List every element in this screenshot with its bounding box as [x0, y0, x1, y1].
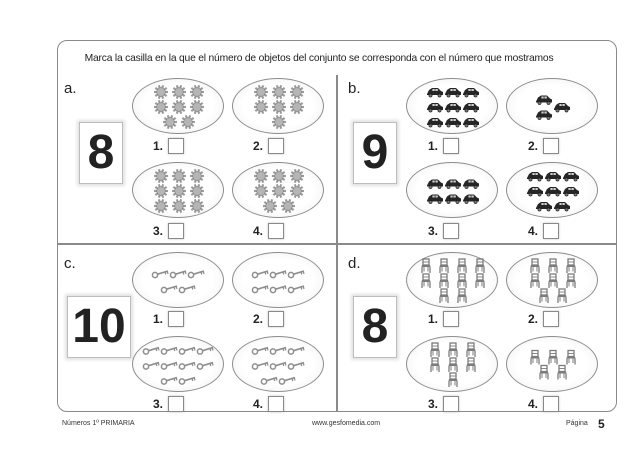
exercise-label: d. [348, 255, 361, 272]
option-label: 2. [528, 139, 539, 153]
option-3 [428, 223, 459, 239]
option-4 [528, 223, 559, 239]
object-set-2 [506, 252, 598, 308]
page-number: 5 [598, 417, 605, 431]
object-set-1 [406, 252, 498, 308]
key-icon [143, 348, 159, 355]
divider-horizontal [57, 243, 617, 245]
car-icon [445, 118, 461, 127]
key-icon [252, 348, 268, 355]
option-label: 1. [428, 312, 439, 326]
option-1 [428, 138, 459, 154]
car-icon [463, 195, 479, 204]
option-label: 3. [428, 224, 439, 238]
key-icon [288, 363, 304, 370]
car-icon [536, 96, 552, 105]
car-icon [554, 202, 570, 211]
sun-icon [181, 115, 195, 128]
chair-icon [458, 289, 467, 303]
option-1 [153, 311, 184, 327]
object-set-4 [506, 162, 598, 218]
sun-icon [172, 85, 186, 98]
car-icon [545, 172, 561, 181]
option-3 [153, 223, 184, 239]
answer-checkbox[interactable] [443, 138, 459, 154]
car-icon [445, 88, 461, 97]
answer-checkbox[interactable] [268, 223, 284, 239]
answer-checkbox[interactable] [543, 311, 559, 327]
sun-icon [254, 184, 268, 197]
sun-icon [290, 85, 304, 98]
object-set-3 [406, 162, 498, 218]
car-icon [427, 180, 443, 189]
chair-icon [449, 358, 458, 372]
key-icon [197, 363, 213, 370]
option-2 [528, 311, 559, 327]
sun-icon [190, 85, 204, 98]
sun-icon [254, 169, 268, 182]
answer-checkbox[interactable] [268, 311, 284, 327]
footer-page-label: Página [566, 420, 588, 427]
key-icon [179, 348, 195, 355]
car-icon [427, 103, 443, 112]
key-icon [161, 286, 177, 293]
sun-icon [154, 169, 168, 182]
object-set-1 [406, 78, 498, 134]
key-icon [152, 271, 168, 278]
car-icon [563, 187, 579, 196]
car-icon [563, 172, 579, 181]
object-set-2 [506, 78, 598, 134]
chair-icon [567, 274, 576, 288]
answer-checkbox[interactable] [443, 396, 459, 412]
chair-icon [449, 343, 458, 357]
chair-icon [531, 259, 540, 273]
option-label: 1. [153, 139, 164, 153]
key-icon [270, 286, 286, 293]
option-label: 2. [253, 139, 264, 153]
car-icon [427, 88, 443, 97]
chair-icon [567, 259, 576, 273]
car-icon [554, 103, 570, 112]
key-icon [288, 286, 304, 293]
answer-checkbox[interactable] [168, 311, 184, 327]
chair-icon [422, 274, 431, 288]
object-set-2 [232, 78, 324, 134]
sun-icon [154, 85, 168, 98]
target-number: 10 [67, 296, 131, 358]
sun-icon [290, 100, 304, 113]
sun-icon [190, 100, 204, 113]
object-set-3 [132, 162, 224, 218]
sun-icon [281, 199, 295, 212]
chair-icon [531, 351, 540, 365]
sun-icon [290, 169, 304, 182]
chair-icon [431, 358, 440, 372]
instruction-text: Marca la casilla en la que el número de objetos del conjunto se corresponda con el número que mostramos [84, 53, 554, 64]
option-2 [528, 138, 559, 154]
key-icon [270, 348, 286, 355]
car-icon [536, 111, 552, 120]
option-label: 3. [153, 397, 164, 411]
option-label: 4. [253, 224, 264, 238]
answer-checkbox[interactable] [543, 138, 559, 154]
option-label: 4. [528, 397, 539, 411]
option-label: 1. [428, 139, 439, 153]
answer-checkbox[interactable] [168, 396, 184, 412]
chair-icon [540, 366, 549, 380]
sun-icon [272, 100, 286, 113]
chair-icon [476, 274, 485, 288]
sun-icon [190, 199, 204, 212]
car-icon [427, 118, 443, 127]
chair-icon [449, 373, 458, 387]
key-icon [288, 271, 304, 278]
car-icon [445, 103, 461, 112]
sun-icon [254, 85, 268, 98]
key-icon [188, 271, 204, 278]
key-icon [252, 286, 268, 293]
object-set-2 [232, 252, 324, 308]
key-icon [252, 271, 268, 278]
key-icon [179, 378, 195, 385]
footer-course: Números 1º PRIMARIA [62, 420, 135, 427]
car-icon [427, 195, 443, 204]
chair-icon [540, 289, 549, 303]
car-icon [445, 195, 461, 204]
sun-icon [254, 100, 268, 113]
target-number: 9 [353, 122, 397, 184]
key-icon [197, 348, 213, 355]
car-icon [536, 202, 552, 211]
answer-checkbox[interactable] [543, 396, 559, 412]
answer-checkbox[interactable] [443, 223, 459, 239]
answer-checkbox[interactable] [443, 311, 459, 327]
exercise-label: a. [64, 80, 77, 97]
footer-website: www.gesfomedia.com [312, 420, 381, 427]
key-icon [179, 363, 195, 370]
key-icon [288, 348, 304, 355]
sun-icon [272, 169, 286, 182]
answer-checkbox[interactable] [168, 223, 184, 239]
object-set-1 [132, 78, 224, 134]
chair-icon [549, 351, 558, 365]
option-2 [253, 138, 284, 154]
chair-icon [531, 274, 540, 288]
option-3 [153, 396, 184, 412]
option-label: 3. [153, 224, 164, 238]
chair-icon [476, 259, 485, 273]
sun-icon [172, 199, 186, 212]
option-2 [253, 311, 284, 327]
key-icon [161, 348, 177, 355]
sun-icon [154, 184, 168, 197]
object-set-4 [232, 162, 324, 218]
option-4 [253, 223, 284, 239]
chair-icon [440, 289, 449, 303]
key-icon [161, 363, 177, 370]
chair-icon [440, 274, 449, 288]
object-set-3 [132, 336, 224, 392]
sun-icon [263, 199, 277, 212]
sun-icon [272, 115, 286, 128]
car-icon [463, 118, 479, 127]
exercise-label: b. [348, 80, 361, 97]
option-1 [153, 138, 184, 154]
object-set-4 [506, 336, 598, 392]
chair-icon [440, 259, 449, 273]
car-icon [463, 180, 479, 189]
key-icon [270, 271, 286, 278]
option-4 [253, 396, 284, 412]
sun-icon [154, 100, 168, 113]
car-icon [463, 88, 479, 97]
option-label: 1. [153, 312, 164, 326]
chair-icon [422, 259, 431, 273]
chair-icon [458, 274, 467, 288]
target-number: 8 [353, 296, 397, 358]
option-label: 4. [253, 397, 264, 411]
sun-icon [163, 115, 177, 128]
sun-icon [172, 100, 186, 113]
key-icon [261, 378, 277, 385]
sun-icon [172, 169, 186, 182]
car-icon [463, 103, 479, 112]
option-3 [428, 396, 459, 412]
sun-icon [172, 184, 186, 197]
option-1 [428, 311, 459, 327]
chair-icon [458, 259, 467, 273]
chair-icon [467, 358, 476, 372]
answer-checkbox[interactable] [268, 138, 284, 154]
key-icon [170, 271, 186, 278]
sun-icon [154, 199, 168, 212]
key-icon [179, 286, 195, 293]
chair-icon [567, 351, 576, 365]
sun-icon [272, 184, 286, 197]
chair-icon [549, 259, 558, 273]
key-icon [161, 378, 177, 385]
object-set-1 [132, 252, 224, 308]
option-label: 4. [528, 224, 539, 238]
key-icon [252, 363, 268, 370]
chair-icon [558, 366, 567, 380]
car-icon [545, 187, 561, 196]
key-icon [270, 363, 286, 370]
sun-icon [272, 85, 286, 98]
car-icon [445, 180, 461, 189]
chair-icon [467, 343, 476, 357]
answer-checkbox[interactable] [168, 138, 184, 154]
object-set-3 [406, 336, 498, 392]
exercise-label: c. [64, 255, 76, 272]
chair-icon [431, 343, 440, 357]
sun-icon [190, 184, 204, 197]
key-icon [279, 378, 295, 385]
car-icon [527, 172, 543, 181]
answer-checkbox[interactable] [543, 223, 559, 239]
option-label: 2. [253, 312, 264, 326]
option-4 [528, 396, 559, 412]
chair-icon [558, 289, 567, 303]
car-icon [527, 187, 543, 196]
target-number: 8 [79, 122, 123, 184]
object-set-4 [232, 336, 324, 392]
key-icon [143, 363, 159, 370]
answer-checkbox[interactable] [268, 396, 284, 412]
sun-icon [190, 169, 204, 182]
chair-icon [549, 274, 558, 288]
option-label: 3. [428, 397, 439, 411]
sun-icon [290, 184, 304, 197]
option-label: 2. [528, 312, 539, 326]
